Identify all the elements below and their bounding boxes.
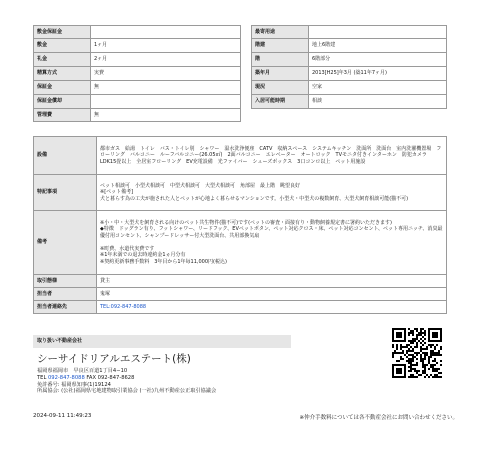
transaction-type-value: 貸主 bbox=[97, 275, 447, 288]
floor-label: 階 bbox=[252, 53, 309, 67]
rental-terms-table bbox=[33, 25, 241, 122]
agency-heading: 取り扱い不動産会社 bbox=[33, 335, 291, 348]
status-value: 空家 bbox=[309, 81, 447, 95]
agency-info bbox=[37, 353, 216, 395]
special-notes-label: 特記事項 bbox=[34, 175, 97, 211]
details-table bbox=[33, 136, 447, 314]
agency-fax: FAX 092-847-8628 bbox=[84, 374, 135, 381]
usage-label: 最寄用途 bbox=[252, 26, 309, 39]
key-money-label: 礼金 bbox=[34, 53, 91, 67]
management-fee-label: 管理費 bbox=[34, 109, 91, 122]
deposit-guarantee-value bbox=[91, 26, 241, 39]
deposit-value: 1ヶ月 bbox=[91, 39, 241, 53]
equipment-label: 設備 bbox=[34, 137, 97, 175]
status-label: 現況 bbox=[252, 81, 309, 95]
guarantee-amortization-label: 保証金償却 bbox=[34, 95, 91, 109]
deposit-label: 敷金 bbox=[34, 39, 91, 53]
equipment-value: 都市ガス 給湯 トイレ バス・トイレ別 シャワー 温水洗浄便座 CATV 収納スペース システムキッチン 洗面所 洗面台 室内洗濯機置場 フローリング バルコニー ルーフバルコニー(26.05㎡) 2面バルコニー エレベーター オートロック TVモニタ付きインターホン 防犯カメラ LDK15畳以上 全居室フローリング EV充電設備 光ファイバー シューズボックス 3口コンロ以上 ペット用施設 bbox=[97, 137, 447, 175]
key-money-value: 2ヶ月 bbox=[91, 53, 241, 67]
person-label: 担当者 bbox=[34, 288, 97, 301]
agency-phone-line bbox=[37, 375, 216, 382]
special-notes-value: ペット相談可 小型犬相談可 中型犬相談可 大型犬相談可 角部屋 最上階 眺望良好 ※[ペット備考] 犬と暮らす為の工夫が施された人とペットが心地よく暮らせるマンションです。小型犬・中型犬の複数飼育、大型犬飼育相談可能(猫不可) bbox=[97, 175, 447, 211]
person-value: 鬼塚 bbox=[97, 288, 447, 301]
building-info-table bbox=[251, 25, 447, 109]
built-date-label: 築年月 bbox=[252, 67, 309, 81]
guarantee-value: 無 bbox=[91, 81, 241, 95]
agency-license: 免許番号: 福岡県知事(1)19124 bbox=[37, 381, 111, 388]
tel-prefix: TEL bbox=[37, 374, 48, 381]
qr-code-icon bbox=[392, 328, 442, 378]
move-in-label: 入居可能時期 bbox=[252, 95, 309, 109]
move-in-value: 相談 bbox=[309, 95, 447, 109]
usage-value bbox=[309, 26, 447, 39]
built-date-value: 2013[H25]年3月 (築11年7ヶ月) bbox=[309, 67, 447, 81]
remarks-value: ※小・中・大型犬を飼育される向けのペット共生物件(猫不可)です(ペットの審査・面接有り・動物飼養規定書に署約いただきます) ◆特徴 ドッグラン有り、フットシャワー、リードフック、EVペットボタン、ペット対応クロス・床、ペット対応コンセント、ペット専用ニッチ、消臭最優付用コンセント、シャンプードレッサー付大型洗面台、共用部換気扇 ※町費、水道代実費です ※1年未満での退去時違約金1ヵ月分有 ※契約更新事務手数料 3年目から1年毎11,000円(税込) bbox=[97, 211, 447, 275]
agency-association: 所属協会: (公社)福岡県宅地建物取引業協会 (一社)九州不動産公正取引協議会 bbox=[37, 388, 217, 395]
guarantee-amortization-value bbox=[91, 95, 241, 109]
print-timestamp: 2024-09-11 11:49:23 bbox=[33, 413, 92, 419]
deposit-guarantee-label: 敷金保証金 bbox=[34, 26, 91, 39]
floors-label: 階建 bbox=[252, 39, 309, 53]
floor-value: 6階部分 bbox=[309, 53, 447, 67]
management-fee-value: 無 bbox=[91, 109, 241, 122]
transaction-type-label: 取引態様 bbox=[34, 275, 97, 288]
floors-value: 地上6階建 bbox=[309, 39, 447, 53]
settlement-method-label: 精算方式 bbox=[34, 67, 91, 81]
contact-phone-link[interactable]: TEL:092-847-8088 bbox=[100, 303, 147, 310]
agency-name: シーサイドリアルエステート(株) bbox=[37, 353, 191, 365]
guarantee-label: 保証金 bbox=[34, 81, 91, 95]
remarks-label: 備考 bbox=[34, 211, 97, 275]
agency-phone-link[interactable]: 092-847-8088 bbox=[48, 374, 85, 381]
settlement-method-value: 実費 bbox=[91, 67, 241, 81]
commission-notice: ※仲介手数料については各不動産会社にお問い合わせください。 bbox=[299, 415, 458, 421]
contact-label: 担当者連絡先 bbox=[34, 301, 97, 314]
agency-address: 福岡県福岡市 早良区百道1丁目4−10 bbox=[37, 368, 128, 374]
